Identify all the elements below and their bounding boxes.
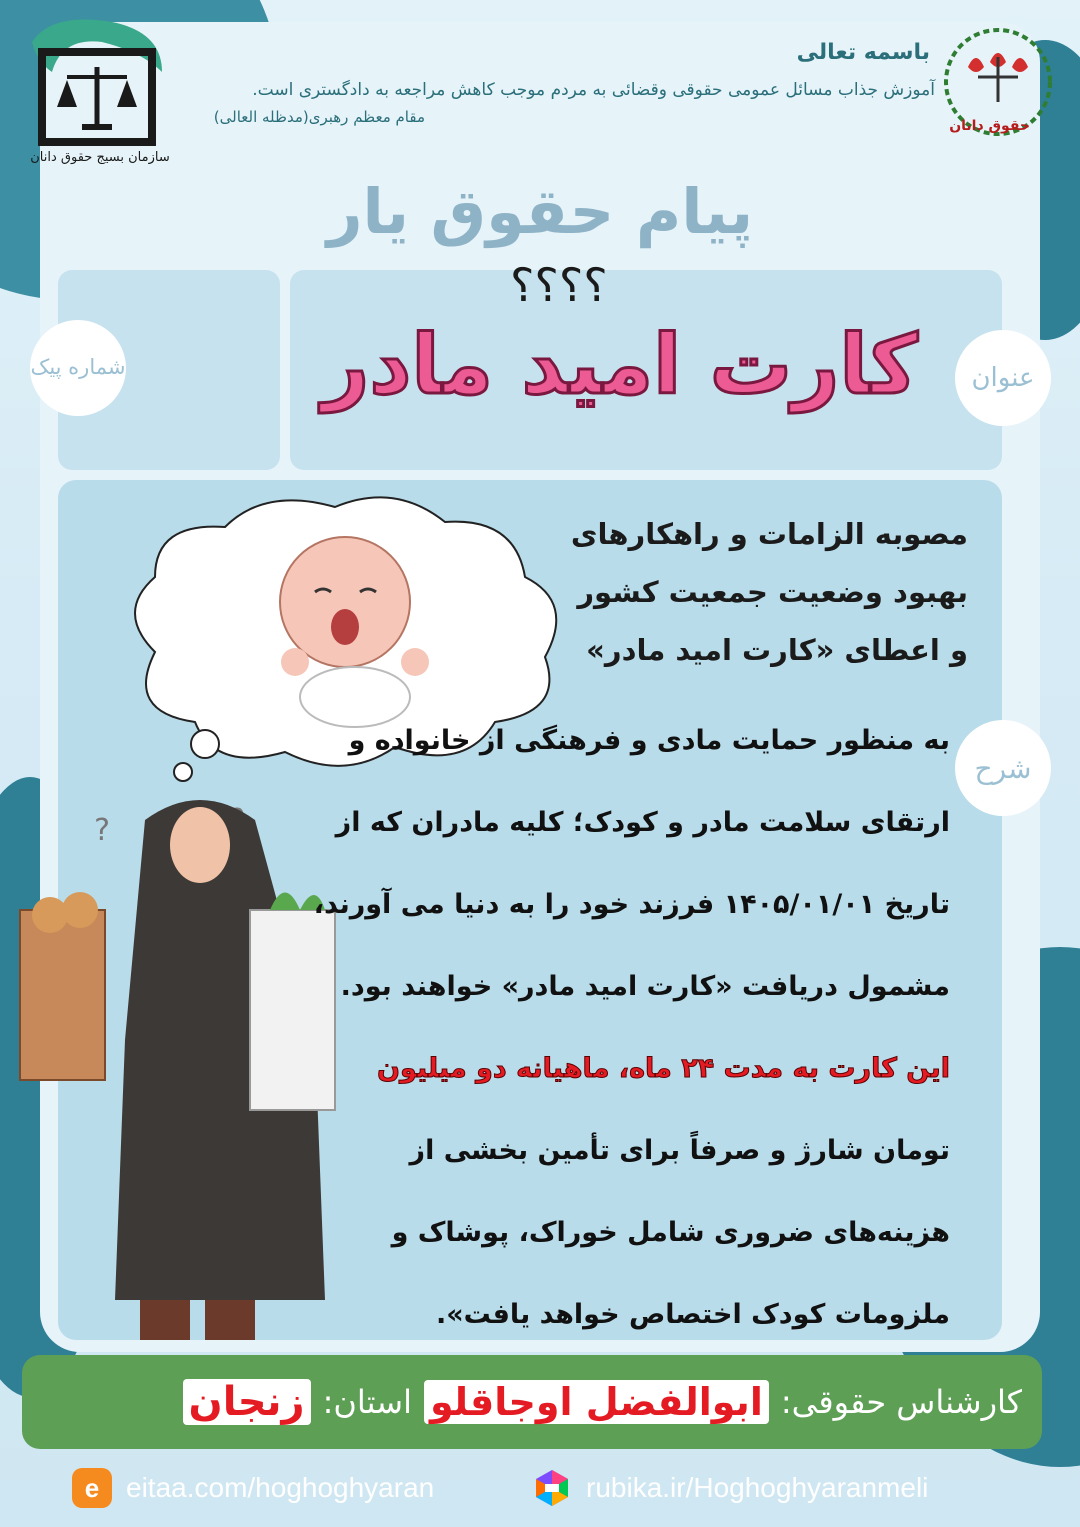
svg-text:?: ? bbox=[94, 813, 110, 848]
quote-author: مقام معظم رهبری(مدظله العالی) bbox=[213, 108, 425, 126]
body-line-highlight: این کارت به مدت ۲۴ ماه، ماهیانه دو میلیون bbox=[376, 1053, 950, 1084]
rubika-url[interactable]: rubika.ir/Hoghoghyaranmeli bbox=[586, 1472, 929, 1503]
description-heading bbox=[428, 505, 968, 679]
body-line: به منظور حمایت مادی و فرهنگی از خانواده و bbox=[348, 725, 950, 756]
heading-line: مصوبه الزامات و راهکارهای bbox=[570, 517, 968, 551]
heading-line: بهبود وضعیت جمعیت کشور bbox=[577, 575, 968, 609]
description-body bbox=[313, 700, 950, 1356]
body-line: ارتقای سلامت مادر و کودک؛ کلیه مادران که از bbox=[335, 807, 950, 838]
rubika-link[interactable] bbox=[532, 1468, 928, 1508]
social-links bbox=[0, 1458, 1080, 1518]
description-label: شرح bbox=[955, 720, 1051, 816]
eitaa-link[interactable] bbox=[72, 1468, 434, 1508]
expert-info bbox=[22, 1355, 1042, 1449]
body-line: تاریخ ۱۴۰۵/۰۱/۰۱ فرزند خود را به دنیا می آورند، bbox=[313, 889, 950, 920]
expert-label: کارشناس حقوقی: bbox=[780, 1383, 1022, 1421]
heading-line: و اعطای «کارت امید مادر» bbox=[586, 633, 968, 667]
title-label: عنوان bbox=[955, 330, 1051, 426]
expert-name: ابوالفضل اوجاقلو bbox=[424, 1380, 769, 1424]
eitaa-icon: e bbox=[72, 1468, 112, 1508]
bismillah: باسمه تعالی bbox=[796, 40, 930, 65]
eitaa-url[interactable]: eitaa.com/hoghoghyaran bbox=[126, 1472, 435, 1503]
body-line: هزینه‌های ضروری شامل خوراک، پوشاک و bbox=[391, 1217, 950, 1248]
woman-with-bags-icon bbox=[15, 760, 365, 1350]
body-line: ملزومات کودک اختصاص خواهد یافت». bbox=[435, 1299, 950, 1330]
leader-quote: آموزش جذاب مسائل عمومی حقوقی وقضائی به مردم موجب کاهش مراجعه به دادگستری است. bbox=[252, 80, 935, 100]
question-marks: ؟؟؟؟ bbox=[510, 258, 608, 312]
card-title: کارت امید مادر bbox=[322, 318, 918, 413]
body-line: تومان شارژ و صرفاً برای تأمین بخشی از bbox=[409, 1135, 950, 1166]
rubika-icon bbox=[532, 1468, 572, 1508]
province-label: استان: bbox=[322, 1383, 412, 1421]
peyk-number-label: شماره پیک bbox=[30, 320, 126, 416]
logo-right-caption: حقوق دانان bbox=[949, 118, 1030, 134]
province-name: زنجان bbox=[183, 1379, 311, 1425]
body-line: مشمول دریافت «کارت امید مادر» خواهند بود. bbox=[340, 971, 950, 1002]
page-title: پیام حقوق یار bbox=[326, 175, 754, 248]
logo-left-caption: سازمان بسیج حقوق دانان bbox=[30, 150, 170, 165]
